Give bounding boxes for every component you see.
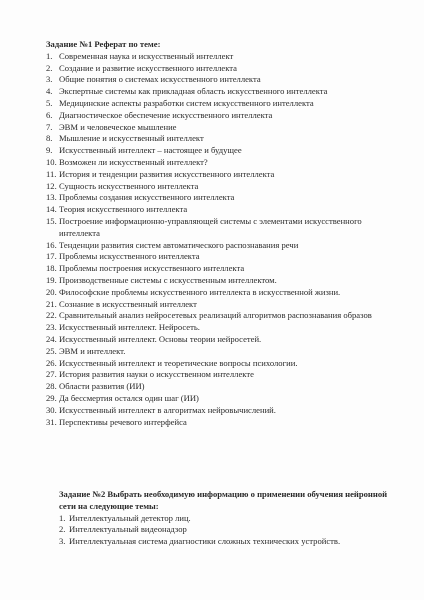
topic-number: 21.: [46, 298, 57, 309]
topic-number: 18.: [46, 263, 57, 274]
task-2-section: [59, 489, 399, 548]
topic-text: Возможен ли искусственный интеллект?: [59, 156, 208, 167]
topic-item: [46, 110, 396, 122]
topic-number: 14.: [46, 204, 57, 215]
topic-item: [59, 536, 399, 548]
task-2-topic-list: [59, 513, 399, 548]
task-1-topic-list: [46, 51, 396, 429]
topic-number: 24.: [46, 333, 57, 344]
topic-number: 7.: [46, 121, 53, 132]
topic-text: Мышление и искусственный интеллект: [59, 133, 204, 144]
topic-item: [46, 405, 396, 417]
topic-number: 20.: [46, 286, 57, 297]
topic-number: 2.: [59, 524, 66, 535]
topic-item: [46, 417, 396, 429]
topic-text: Общие понятия о системах искусственного интеллекта: [59, 74, 261, 85]
topic-item: [46, 263, 396, 275]
topic-text: Построение информационно-управляющей системы с элементами искусственного интеллекта: [59, 215, 362, 238]
topic-number: 3.: [46, 74, 53, 85]
topic-item: [46, 346, 396, 358]
topic-text: История и тенденции развития искусственного интеллекта: [59, 168, 275, 179]
topic-number: 12.: [46, 180, 57, 191]
topic-number: 16.: [46, 239, 57, 250]
topic-number: 31.: [46, 416, 57, 427]
topic-number: 23.: [46, 322, 57, 333]
topic-item: [46, 169, 396, 181]
topic-text: Сознание в искусственный интеллект: [59, 298, 197, 309]
topic-item: [46, 63, 396, 75]
topic-number: 8.: [46, 133, 53, 144]
task-1-section: [46, 39, 396, 428]
topic-text: Искусственный интеллект – настоящее и будущее: [59, 145, 242, 156]
topic-item: [46, 287, 396, 299]
topic-number: 2.: [46, 62, 53, 73]
topic-text: Искусственный интеллект в алгоритмах нейровычислений.: [59, 404, 276, 415]
topic-item: [46, 393, 396, 405]
topic-number: 25.: [46, 345, 57, 356]
topic-item: [46, 192, 396, 204]
topic-item: [59, 513, 399, 525]
topic-number: 6.: [46, 109, 53, 120]
topic-number: 30.: [46, 404, 57, 415]
topic-text: Теория искусственного интеллекта: [59, 204, 188, 215]
topic-text: Создание и развитие искусственного интеллекта: [59, 62, 237, 73]
topic-text: История развития науки о искусственном интеллекте: [59, 369, 254, 380]
topic-number: 1.: [59, 512, 66, 523]
topic-number: 11.: [46, 168, 57, 179]
topic-number: 5.: [46, 97, 53, 108]
topic-text: Современная наука и искусственный интеллект: [59, 50, 234, 61]
topic-text: Интеллектуальная система диагностики сложных технических устройств.: [69, 536, 341, 547]
topic-item: [46, 74, 396, 86]
topic-text: Экспертные системы как прикладная область искусственного интеллекта: [59, 86, 328, 97]
topic-item: [46, 157, 396, 169]
topic-number: 1.: [46, 50, 53, 61]
topic-number: 4.: [46, 86, 53, 97]
topic-number: 10.: [46, 156, 57, 167]
topic-number: 27.: [46, 369, 57, 380]
topic-text: Перспективы речевого интерфейса: [59, 416, 187, 427]
topic-number: 13.: [46, 192, 57, 203]
topic-item: [46, 216, 396, 240]
task-1-heading: Задание №1 Реферат по теме:: [46, 39, 161, 49]
topic-text: Области развития (ИИ): [59, 381, 145, 392]
topic-text: Проблемы искусственного интеллекта: [59, 251, 200, 262]
topic-number: 28.: [46, 381, 57, 392]
topic-number: 17.: [46, 251, 57, 262]
topic-text: Искусственный интеллект. Основы теории нейросетей.: [59, 333, 262, 344]
topic-text: Производственные системы с искусственным интеллектом.: [59, 274, 277, 285]
topic-number: 26.: [46, 357, 57, 368]
topic-number: 15.: [46, 215, 57, 226]
topic-text: Сущность искусственного интеллекта: [59, 180, 199, 191]
topic-text: Проблемы построения искусственного интеллекта: [59, 263, 245, 274]
topic-text: ЭВМ и интеллект.: [59, 345, 126, 356]
topic-item: [46, 51, 396, 63]
topic-item: [46, 133, 396, 145]
topic-number: 29.: [46, 392, 57, 403]
topic-item: [46, 334, 396, 346]
topic-item: [46, 86, 396, 98]
topic-text: Искусственный интеллект. Нейросеть.: [59, 322, 200, 333]
topic-item: [46, 310, 396, 322]
topic-number: 9.: [46, 145, 53, 156]
topic-text: Сравнительный анализ нейросетевых реализаций алгоритмов распознавания образов: [59, 310, 372, 321]
topic-text: Медицинские аспекты разработки систем искусственного интеллекта: [59, 97, 314, 108]
topic-text: ЭВМ и человеческое мышление: [59, 121, 177, 132]
topic-item: [46, 322, 396, 334]
topic-number: 19.: [46, 274, 57, 285]
topic-item: [46, 122, 396, 134]
topic-item: [59, 524, 399, 536]
topic-text: Искусственный интеллект и теоретические вопросы психологии.: [59, 357, 298, 368]
topic-number: 22.: [46, 310, 57, 321]
topic-item: [46, 181, 396, 193]
topic-item: [46, 204, 396, 216]
topic-item: [46, 251, 396, 263]
topic-text: Интеллектуальный детектор лиц.: [69, 512, 191, 523]
topic-item: [46, 240, 396, 252]
task-2-heading: Задание №2 Выбрать необходимую информацию о применении обучения нейронной сети на следующие темы:: [59, 489, 388, 511]
topic-item: [46, 369, 396, 381]
topic-text: Проблемы создания искусственного интеллекта: [59, 192, 235, 203]
topic-text: Да бессмертия остался один шаг (ИИ): [59, 392, 199, 403]
topic-text: Интеллектуальный видеонадзор: [69, 524, 187, 535]
topic-item: [46, 275, 396, 287]
topic-item: [46, 299, 396, 311]
topic-text: Философские проблемы искусственного интеллекта в искусственной жизни.: [59, 286, 341, 297]
topic-number: 3.: [59, 536, 66, 547]
topic-item: [46, 381, 396, 393]
topic-item: [46, 145, 396, 157]
topic-item: [46, 98, 396, 110]
topic-text: Диагностическое обеспечение искусственного интеллекта: [59, 109, 273, 120]
topic-text: Тенденции развития систем автоматического распознавания речи: [59, 239, 299, 250]
topic-item: [46, 358, 396, 370]
